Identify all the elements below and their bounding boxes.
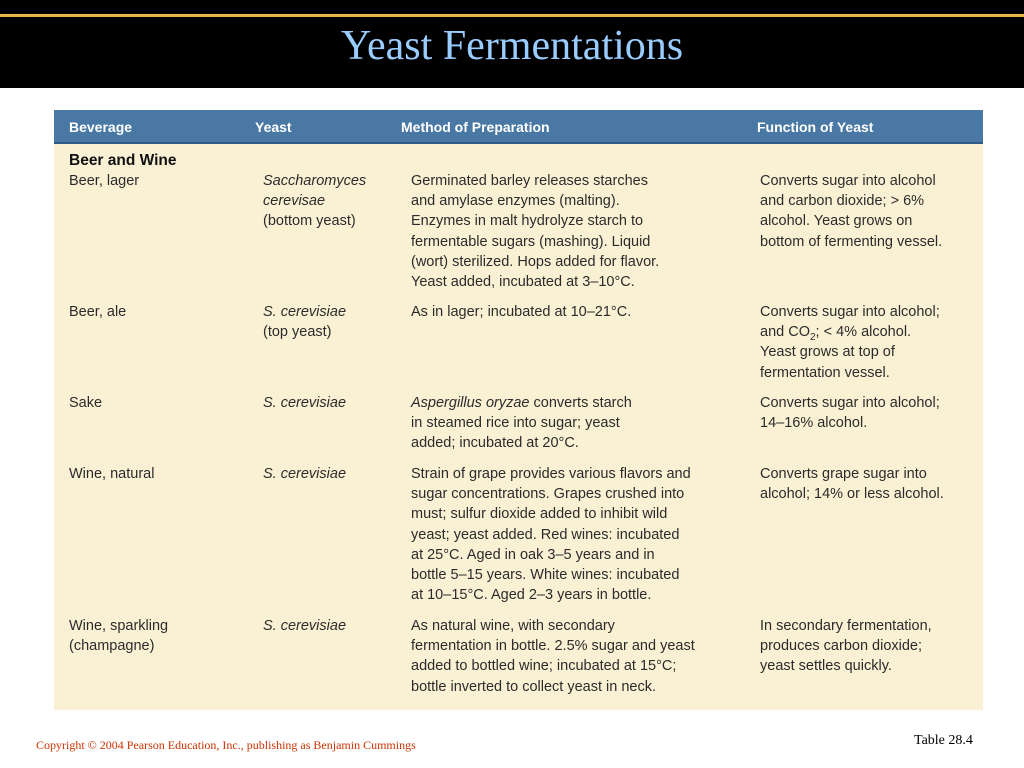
cell-text: fermentation vessel.: [760, 364, 890, 381]
table-row-beer-lager-yeast: [263, 171, 403, 232]
cell-text: alcohol. Yeast grows on: [760, 213, 913, 230]
table-row-sake-function: [760, 393, 980, 433]
cell-text: Enzymes in malt hydrolyze starch to: [411, 213, 644, 230]
cell-text: must; sulfur dioxide added to inhibit wild: [411, 506, 668, 523]
cell-text: at 10–15°C. Aged 2–3 years in bottle.: [411, 587, 652, 604]
cell-text: Wine, sparkling: [69, 618, 169, 634]
table-row-beer-lager-beverage: [69, 171, 254, 191]
cell-text: [760, 322, 980, 342]
cell-text: Saccharomyces: [263, 173, 367, 189]
slide-title: Yeast Fermentations: [340, 23, 684, 69]
cell-text: fermentable sugars (mashing). Liquid: [411, 233, 651, 250]
table-row-wine-sparkling-yeast: [263, 616, 403, 636]
cell-text: S. cerevisiae: [263, 466, 347, 482]
cell-text: (champagne): [69, 638, 155, 655]
cell-text: As natural wine, with secondary: [411, 618, 615, 634]
cell-text: Converts grape sugar into: [760, 466, 927, 482]
copyright-notice: Copyright © 2004 Pearson Education, Inc., publishing as Benjamin Cummings: [36, 738, 416, 752]
cell-text: Beer, ale: [69, 304, 127, 320]
cell-text: cerevisae: [263, 193, 326, 210]
table-row-beer-ale-beverage: [69, 302, 254, 322]
cell-text: produces carbon dioxide;: [760, 638, 923, 655]
cell-text: Wine, natural: [69, 466, 155, 482]
cell-text: Converts sugar into alcohol: [760, 173, 936, 189]
cell-text: yeast settles quickly.: [760, 658, 892, 675]
cell-text: yeast; yeast added. Red wines: incubated: [411, 526, 680, 543]
cell-text: sugar concentrations. Grapes crushed into: [411, 486, 685, 503]
table-row-sake-beverage: [69, 393, 254, 413]
yeast-fermentation-table: [54, 110, 983, 710]
cell-text: bottom of fermenting vessel.: [760, 233, 943, 250]
header-function: Function of Yeast: [757, 119, 874, 135]
cell-text: Converts sugar into alcohol;: [760, 395, 940, 411]
cell-text: Strain of grape provides various flavors and: [411, 466, 691, 482]
cell-text: converts starch: [529, 395, 632, 411]
table-row-wine-sparkling-method: [411, 616, 751, 697]
cell-text: As in lager; incubated at 10–21°C.: [411, 304, 632, 320]
cell-text: fermentation in bottle. 2.5% sugar and yeast: [411, 638, 695, 655]
table-row-beer-lager-method: [411, 171, 751, 292]
cell-text: and amylase enzymes (malting).: [411, 193, 620, 210]
cell-text: added to bottled wine; incubated at 15°C;: [411, 658, 677, 675]
subscript: 2: [809, 332, 816, 344]
header-yeast: Yeast: [255, 119, 292, 135]
cell-text: (bottom yeast): [263, 213, 356, 230]
cell-text: Yeast added, incubated at 3–10°C.: [411, 274, 635, 291]
cell-text: in steamed rice into sugar; yeast: [411, 415, 620, 432]
cell-text: Aspergillus oryzae: [411, 395, 530, 411]
cell-text: In secondary fermentation,: [760, 618, 932, 634]
table-header: [54, 110, 983, 144]
cell-text: S. cerevisiae: [263, 304, 347, 320]
cell-text: (wort) sterilized. Hops added for flavor.: [411, 253, 660, 270]
cell-text: S. cerevisiae: [263, 395, 347, 411]
table-row-wine-natural-function: [760, 464, 980, 504]
group-label: Beer and Wine: [69, 152, 177, 169]
cell-text: bottle 5–15 years. White wines: incubated: [411, 567, 680, 584]
table-row-wine-natural-yeast: [263, 464, 403, 484]
cell-text: (top yeast): [263, 324, 332, 341]
cell-text: added; incubated at 20°C.: [411, 435, 579, 452]
cell-text: S. cerevisiae: [263, 618, 347, 634]
cell-text: Sake: [69, 395, 103, 411]
cell-text: ; < 4% alcohol.: [815, 324, 912, 341]
cell-text: Beer, lager: [69, 173, 140, 189]
cell-text: and carbon dioxide; > 6%: [760, 193, 925, 210]
header-method: Method of Preparation: [401, 119, 550, 135]
cell-text: at 25°C. Aged in oak 3–5 years and in: [411, 546, 655, 563]
cell-text: [411, 393, 751, 413]
table-row-wine-natural-beverage: [69, 464, 254, 484]
table-row-beer-ale-method: [411, 302, 751, 322]
title-bar: [0, 0, 1024, 88]
table-row-beer-ale-yeast: [263, 302, 403, 342]
cell-text: Germinated barley releases starches: [411, 173, 648, 189]
table-row-beer-ale-function: [760, 302, 980, 383]
table-row-wine-sparkling-function: [760, 616, 980, 677]
cell-text: alcohol; 14% or less alcohol.: [760, 486, 944, 503]
table-row-sake-method: [411, 393, 751, 454]
cell-text: 14–16% alcohol.: [760, 415, 868, 432]
table-row-wine-sparkling-beverage: [69, 616, 254, 656]
header-beverage: Beverage: [69, 119, 133, 135]
cell-text: and CO: [760, 324, 810, 341]
table-row-beer-lager-function: [760, 171, 980, 252]
table-row-wine-natural-method: [411, 464, 751, 605]
cell-text: bottle inverted to collect yeast in neck.: [411, 678, 657, 695]
cell-text: Converts sugar into alcohol;: [760, 304, 940, 320]
table-reference: Table 28.4: [914, 733, 973, 748]
table-row-sake-yeast: [263, 393, 403, 413]
cell-text: Yeast grows at top of: [760, 344, 895, 361]
title-rule: [0, 14, 1024, 17]
